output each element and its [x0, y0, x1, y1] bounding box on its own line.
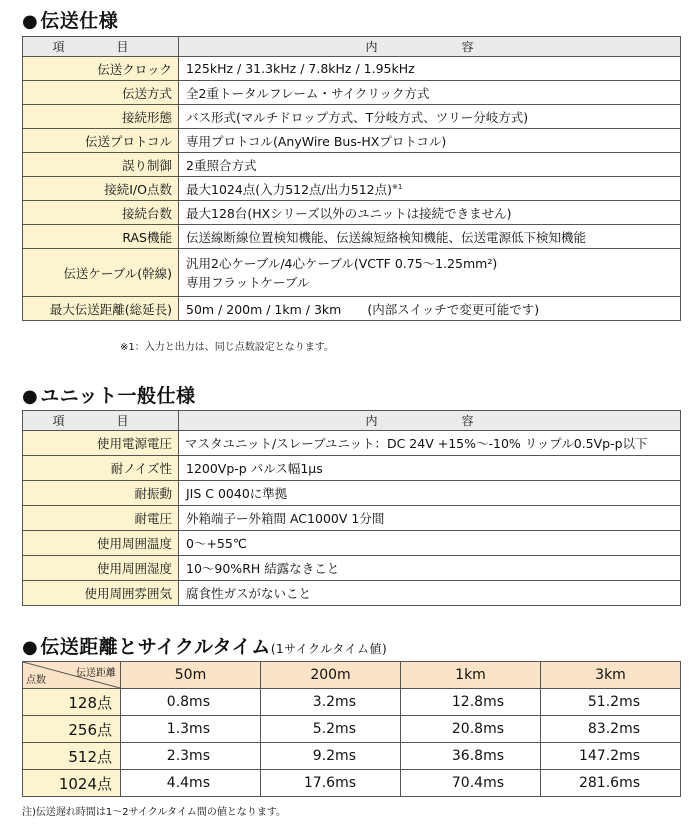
row-label: 誤り制御: [23, 153, 179, 177]
row-label: 使用周囲温度: [23, 531, 179, 556]
table-row: [23, 153, 681, 177]
cell-value: 12.8ms: [401, 689, 541, 716]
row-label: 伝送プロトコル: [23, 129, 179, 153]
row-value: 0〜+55℃: [179, 531, 681, 556]
cell-value: 2.3ms: [121, 743, 261, 770]
row-label: 使用周囲雰囲気: [23, 581, 179, 606]
corner-label-points: 点数: [26, 675, 46, 686]
row-label: 512点: [23, 743, 121, 770]
row-value-line2: 専用フラットケーブル: [186, 274, 310, 290]
row-value: 伝送線断線位置検知機能、伝送線短絡検知機能、伝送電源低下検知機能: [179, 225, 681, 249]
row-label: 1024点: [23, 770, 121, 797]
row-value: [179, 177, 681, 201]
table-row: [23, 716, 681, 743]
cell-value: 0.8ms: [121, 689, 261, 716]
row-label: 耐振動: [23, 481, 179, 506]
header-content: 内 容: [179, 411, 681, 431]
corner-label-distance: 伝送距離: [76, 668, 116, 679]
table-row: [23, 201, 681, 225]
cell-value: 281.6ms: [541, 770, 681, 797]
section-title-cycle-time: [22, 632, 387, 659]
table-row: [23, 297, 681, 321]
cell-value: 70.4ms: [401, 770, 541, 797]
row-value: [179, 249, 681, 297]
table-row: [23, 81, 681, 105]
row-value: 外箱端子ー外箱間 AC1000V 1分間: [179, 506, 681, 531]
footnote: 注)伝送遅れ時間は1〜2サイクルタイム間の値となります。: [22, 807, 287, 818]
table-row: [23, 581, 681, 606]
header-content: 内 容: [179, 37, 681, 57]
table-row: [23, 129, 681, 153]
cycle-time-table: [22, 661, 681, 797]
cell-value: 20.8ms: [401, 716, 541, 743]
row-value-text: 50m / 200m / 1km / 3km: [186, 301, 342, 317]
cell-value: 1.3ms: [121, 716, 261, 743]
row-value: 1200Vp-p パルス幅1μs: [179, 456, 681, 481]
row-label: 接続形態: [23, 105, 179, 129]
row-value: 2重照合方式: [179, 153, 681, 177]
row-value: [179, 297, 681, 321]
row-value: 最大128台(HXシリーズ以外のユニットは接続できません): [179, 201, 681, 225]
footnote-mark: ※1: [392, 182, 403, 191]
row-value-line1: 汎用2心ケーブル/4心ケーブル(VCTF 0.75〜1.25mm²): [186, 255, 498, 271]
table-header-row: [23, 411, 681, 431]
bullet-icon: ●: [22, 637, 39, 658]
row-label: 伝送クロック: [23, 57, 179, 81]
table-header-row: [23, 37, 681, 57]
row-label: 耐ノイズ性: [23, 456, 179, 481]
cell-value: 147.2ms: [541, 743, 681, 770]
cell-value: 17.6ms: [261, 770, 401, 797]
transmission-spec-table: [22, 36, 681, 321]
cell-value: 9.2ms: [261, 743, 401, 770]
row-label: 伝送ケーブル(幹線): [23, 249, 179, 297]
row-label: 最大伝送距離(総延長): [23, 297, 179, 321]
cell-value: 83.2ms: [541, 716, 681, 743]
column-header: 3km: [541, 662, 681, 689]
header-item: 項 目: [23, 411, 179, 431]
row-value: JIS C 0040に準拠: [179, 481, 681, 506]
row-label: 使用周囲湿度: [23, 556, 179, 581]
table-corner-cell: [23, 662, 121, 689]
cell-value: 5.2ms: [261, 716, 401, 743]
cell-value: 3.2ms: [261, 689, 401, 716]
table-row: [23, 431, 681, 456]
row-value: 125kHz / 31.3kHz / 7.8kHz / 1.95kHz: [179, 57, 681, 81]
cell-value: 4.4ms: [121, 770, 261, 797]
cell-value: 36.8ms: [401, 743, 541, 770]
table-row: [23, 689, 681, 716]
row-label: RAS機能: [23, 225, 179, 249]
column-header: 200m: [261, 662, 401, 689]
section-title-general-spec: [22, 381, 195, 408]
table-row: [23, 105, 681, 129]
section-title-transmission-spec: [22, 6, 118, 33]
table-row: [23, 225, 681, 249]
column-header: 50m: [121, 662, 261, 689]
row-label: 使用電源電圧: [23, 431, 179, 456]
table-row: [23, 506, 681, 531]
section-title-text: ユニット一般仕様: [40, 385, 196, 407]
section-title-sub: (1サイクルタイム値): [270, 642, 388, 656]
row-value: 全2重トータルフレーム・サイクリック方式: [179, 81, 681, 105]
row-label: 接続台数: [23, 201, 179, 225]
table-row: [23, 531, 681, 556]
cell-value: 51.2ms: [541, 689, 681, 716]
table-row: [23, 57, 681, 81]
table-row: [23, 770, 681, 797]
section-title-text: 伝送仕様: [40, 10, 119, 32]
row-label: 耐電圧: [23, 506, 179, 531]
table-row: [23, 556, 681, 581]
row-value-text: 最大1024点(入力512点/出力512点): [186, 181, 392, 197]
row-value: 腐食性ガスがないこと: [179, 581, 681, 606]
header-item: 項 目: [23, 37, 179, 57]
table-row: [23, 481, 681, 506]
table-row: [23, 177, 681, 201]
row-value-note: (内部スイッチで変更可能です): [367, 301, 540, 317]
row-value: バス形式(マルチドロップ方式、T分岐方式、ツリー分岐方式): [179, 105, 681, 129]
table-row: [23, 743, 681, 770]
row-label: 256点: [23, 716, 121, 743]
bullet-icon: ●: [22, 386, 39, 407]
row-label: 接続I/O点数: [23, 177, 179, 201]
row-value: 10〜90%RH 結露なきこと: [179, 556, 681, 581]
bullet-icon: ●: [22, 11, 39, 32]
row-label: 128点: [23, 689, 121, 716]
footnote: ※1：入力と出力は、同じ点数設定となります。: [120, 342, 334, 353]
table-row: [23, 249, 681, 297]
section-title-text: 伝送距離とサイクルタイム: [40, 636, 271, 658]
row-value: 専用プロトコル(AnyWire Bus-HXプロトコル): [179, 129, 681, 153]
row-value: マスタユニット/スレーブユニット：DC 24V +15%〜-10% リップル0.5Vp-p以下: [179, 431, 681, 456]
table-header-row: [23, 662, 681, 689]
table-row: [23, 456, 681, 481]
column-header: 1km: [401, 662, 541, 689]
general-spec-table: [22, 410, 681, 606]
row-label: 伝送方式: [23, 81, 179, 105]
